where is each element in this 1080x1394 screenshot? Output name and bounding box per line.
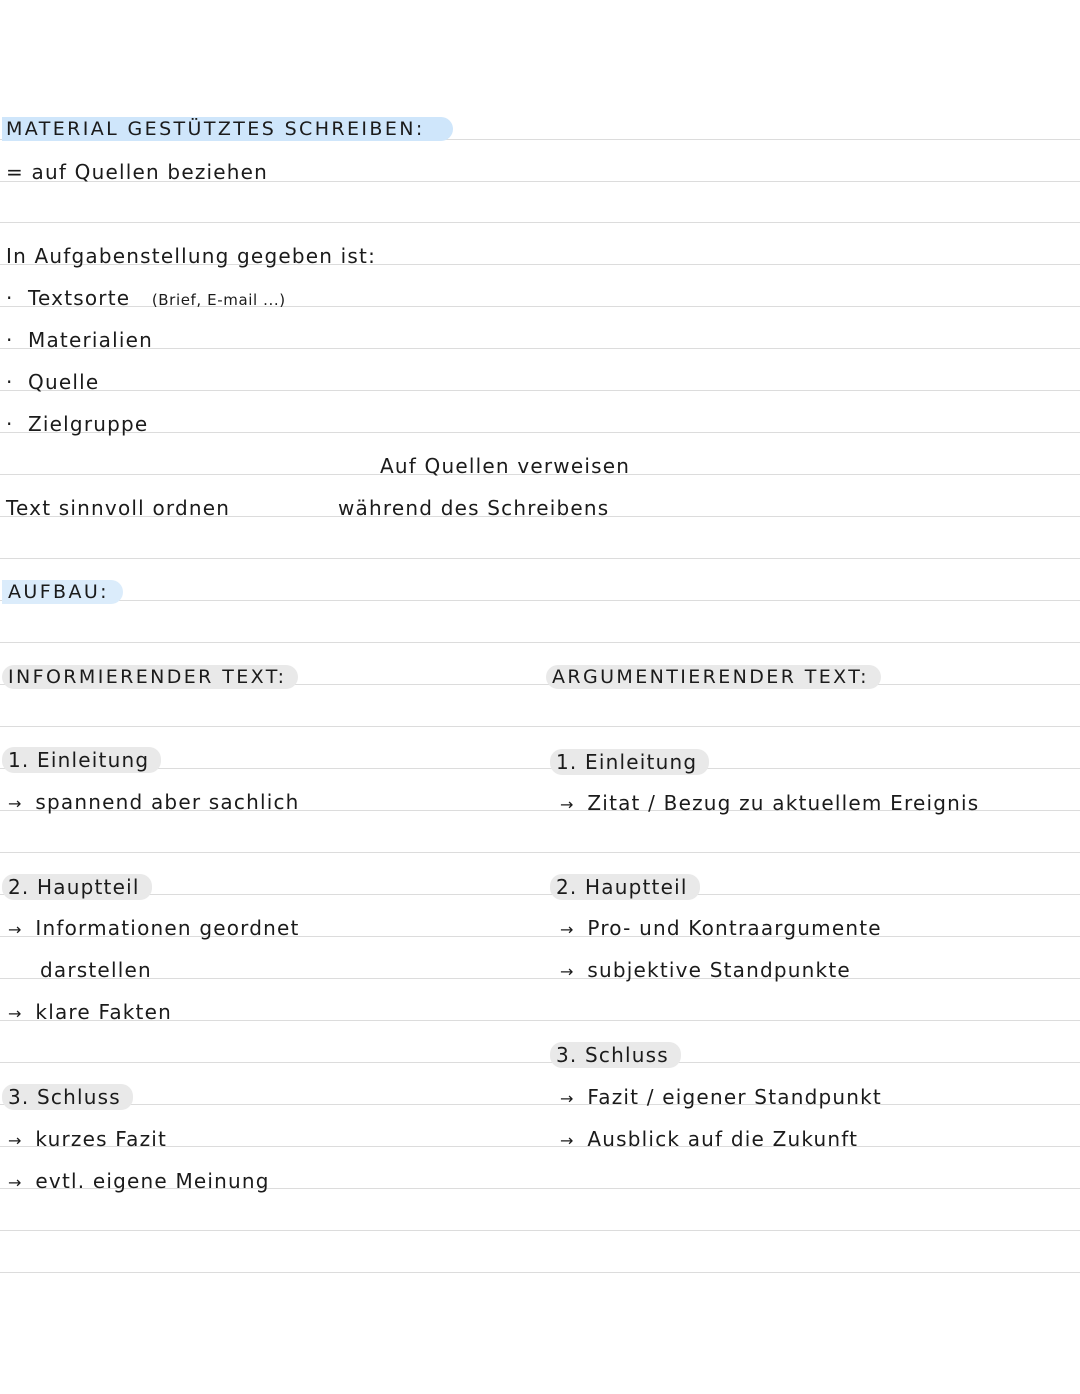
arrow-icon: → bbox=[8, 920, 22, 939]
arrow-icon: → bbox=[8, 1131, 22, 1150]
arrow-icon: → bbox=[560, 920, 574, 939]
ruled-line bbox=[0, 1230, 1080, 1231]
informing-end-title bbox=[2, 1085, 133, 1109]
list-item bbox=[6, 286, 286, 312]
list-item bbox=[560, 958, 851, 984]
task-intro: In Aufgabenstellung gegeben ist: bbox=[6, 244, 377, 268]
ruled-line bbox=[0, 432, 1080, 433]
list-item-label: Zielgruppe bbox=[28, 412, 149, 436]
point-text: kurzes Fazit bbox=[35, 1127, 168, 1151]
arguing-heading-highlight: ARGUMENTIERENDER TEXT: bbox=[546, 665, 881, 689]
list-item bbox=[560, 916, 882, 942]
structure-heading bbox=[2, 580, 123, 604]
point-continuation: darstellen bbox=[40, 958, 152, 982]
ruled-line bbox=[0, 978, 1080, 979]
list-item bbox=[8, 916, 300, 942]
ruled-line bbox=[0, 600, 1080, 601]
point-text: Ausblick auf die Zukunft bbox=[587, 1127, 859, 1151]
list-item bbox=[8, 1169, 270, 1195]
ruled-line bbox=[0, 558, 1080, 559]
point-text: Pro- und Kontraargumente bbox=[587, 916, 882, 940]
title-highlight: MATERIAL GESTÜTZTES SCHREIBEN: bbox=[2, 117, 453, 141]
ruled-line bbox=[0, 390, 1080, 391]
point-text: subjektive Standpunkte bbox=[587, 958, 851, 982]
ruled-line bbox=[0, 642, 1080, 643]
tip-order: Text sinnvoll ordnen bbox=[6, 496, 231, 520]
list-item-label: Materialien bbox=[28, 328, 153, 352]
point-text: klare Fakten bbox=[35, 1000, 172, 1024]
ruled-line bbox=[0, 1104, 1080, 1105]
section-title: 1. Einleitung bbox=[2, 747, 161, 773]
ruled-line bbox=[0, 768, 1080, 769]
section-title: 2. Hauptteil bbox=[2, 874, 152, 900]
list-item bbox=[6, 370, 99, 394]
arguing-intro-title bbox=[550, 750, 709, 774]
point-text: Zitat / Bezug zu aktuellem Ereignis bbox=[587, 791, 980, 815]
arrow-icon: → bbox=[8, 794, 22, 813]
arguing-end-title bbox=[550, 1043, 681, 1067]
informing-heading-highlight: INFORMIERENDER TEXT: bbox=[2, 665, 298, 689]
ruled-line bbox=[0, 348, 1080, 349]
structure-heading-highlight: AUFBAU: bbox=[2, 580, 123, 604]
arrow-icon: → bbox=[560, 1089, 574, 1108]
bullet-icon: · bbox=[6, 370, 13, 394]
ruled-line bbox=[0, 726, 1080, 727]
informing-heading bbox=[2, 665, 298, 689]
arguing-heading bbox=[546, 665, 881, 689]
list-item bbox=[560, 1085, 882, 1111]
section-title: 3. Schluss bbox=[550, 1042, 681, 1068]
informing-intro-title bbox=[2, 748, 161, 772]
list-item bbox=[6, 412, 148, 436]
definition-line: = auf Quellen beziehen bbox=[6, 160, 269, 184]
point-text: spannend aber sachlich bbox=[35, 790, 300, 814]
list-item-label: Textsorte bbox=[28, 286, 131, 310]
ruled-line bbox=[0, 222, 1080, 223]
section-title: 2. Hauptteil bbox=[550, 874, 700, 900]
section-title: 3. Schluss bbox=[2, 1084, 133, 1110]
tip-sources-line2: während des Schreibens bbox=[338, 496, 610, 520]
point-text: Fazit / eigener Standpunkt bbox=[587, 1085, 882, 1109]
bullet-icon: · bbox=[6, 328, 13, 352]
ruled-line bbox=[0, 1272, 1080, 1273]
ruled-line bbox=[0, 894, 1080, 895]
list-item bbox=[6, 328, 153, 352]
arrow-icon: → bbox=[560, 1131, 574, 1150]
list-item bbox=[560, 1127, 858, 1153]
list-item bbox=[560, 791, 979, 817]
bullet-icon: · bbox=[6, 286, 13, 310]
arrow-icon: → bbox=[8, 1004, 22, 1023]
informing-main-title bbox=[2, 875, 152, 899]
list-item bbox=[8, 790, 300, 816]
point-text: evtl. eigene Meinung bbox=[35, 1169, 270, 1193]
arrow-icon: → bbox=[8, 1173, 22, 1192]
page-title bbox=[2, 117, 453, 141]
arrow-icon: → bbox=[560, 795, 574, 814]
section-title: 1. Einleitung bbox=[550, 749, 709, 775]
ruled-line bbox=[0, 1062, 1080, 1063]
point-text: Informationen geordnet bbox=[35, 916, 300, 940]
arguing-main-title bbox=[550, 875, 700, 899]
bullet-icon: · bbox=[6, 412, 13, 436]
list-item bbox=[8, 1000, 172, 1026]
arrow-icon: → bbox=[560, 962, 574, 981]
tip-sources-line1: Auf Quellen verweisen bbox=[380, 454, 631, 478]
list-item-note: (Brief, E-mail ...) bbox=[151, 291, 286, 309]
ruled-line bbox=[0, 852, 1080, 853]
list-item-label: Quelle bbox=[28, 370, 100, 394]
list-item bbox=[8, 1127, 167, 1153]
